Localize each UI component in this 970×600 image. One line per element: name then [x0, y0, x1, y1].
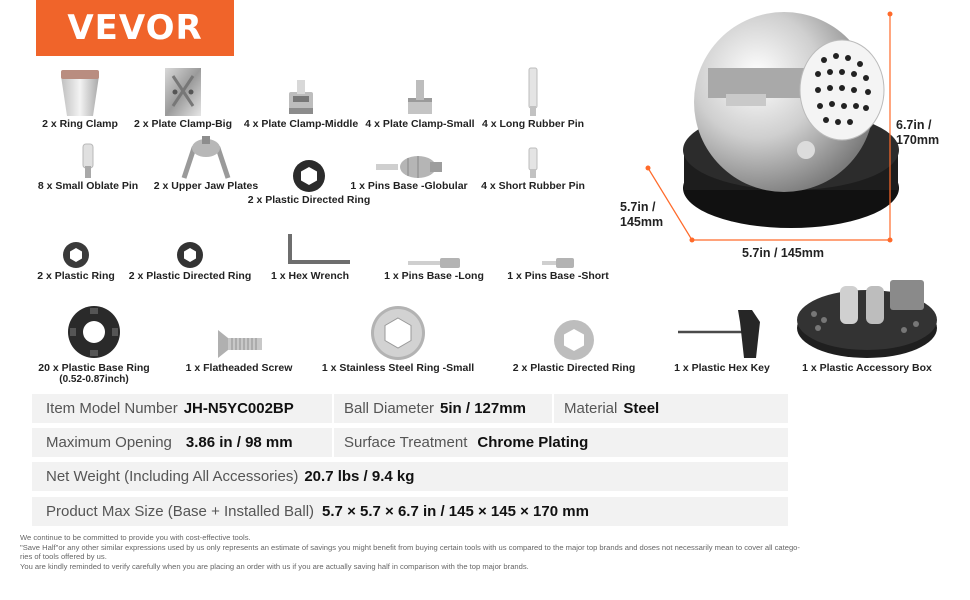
part-plastic-directed-ring-3 [508, 298, 640, 374]
plate-clamp-middle-icon [285, 78, 317, 118]
stainless-steel-ring-icon [369, 304, 427, 362]
disclaimer-line: You are kindly reminded to verify carefully when you are placing an order with us if you are actually saving half in comparison with the top major brands. [20, 561, 529, 571]
pins-base-globular-icon [374, 154, 444, 180]
part-plastic-hex-key [664, 298, 780, 374]
ring-clamp-icon [55, 66, 105, 118]
part-label: 2 x Upper Jaw Plates [153, 180, 259, 192]
spec-value: 5in / 127mm [440, 400, 526, 417]
part-plastic-directed-ring-2 [126, 232, 254, 282]
spec-value: Chrome Plating [477, 434, 589, 451]
spec-value: Steel [623, 400, 660, 417]
upper-jaw-plates-icon [176, 134, 236, 180]
height-dimension-line2: 170mm [896, 133, 940, 147]
plastic-directed-ring-icon [552, 318, 596, 362]
plastic-directed-ring-icon [175, 240, 205, 270]
part-label: 4 x Plate Clamp-Small [365, 118, 475, 130]
width-dimension: 5.7in / 145mm [742, 246, 824, 260]
part-plate-clamp-small [362, 62, 478, 130]
part-label: 4 x Short Rubber Pin [481, 180, 585, 192]
part-label: 1 x Pins Base -Short [507, 270, 609, 282]
disclaimer-line: We continue to be committed to provide you with cost-effective tools. [20, 533, 251, 542]
spec-label: Item Model Number [46, 400, 178, 417]
spec-label: Surface Treatment [344, 434, 468, 451]
plastic-base-ring-icon [65, 302, 123, 362]
small-oblate-pin-icon [80, 142, 96, 180]
part-label: 2 x Plastic Directed Ring [247, 194, 371, 206]
spec-material [554, 394, 788, 423]
spec-maximum-opening [32, 428, 332, 457]
flatheaded-screw-icon [214, 326, 264, 362]
part-plastic-accessory-box [794, 266, 940, 374]
plate-clamp-big-icon [163, 66, 203, 118]
part-stainless-steel-ring [318, 298, 478, 374]
long-rubber-pin-icon [525, 66, 541, 118]
part-label: 1 x Pins Base -Globular [350, 180, 468, 192]
disclaimer-line: ries of tools offered by us. [20, 552, 107, 562]
part-label: 2 x Plate Clamp-Big [133, 118, 233, 130]
disclaimer-line: "Save Half"or any other similar expressions used by us only represents an estimate of savings you might benefit from buying certain tools with us compared to the major top brands and doses not necessarily mean to cover all catego- [20, 542, 800, 552]
vevor-logo [36, 0, 234, 56]
part-small-oblate-pin [30, 138, 146, 192]
part-label: 2 x Plastic Directed Ring [512, 362, 636, 374]
part-label: 4 x Long Rubber Pin [481, 118, 585, 130]
short-rubber-pin-icon [526, 146, 540, 180]
spec-value: 20.7 lbs / 9.4 kg [304, 468, 415, 485]
depth-dimension [620, 200, 663, 230]
plastic-directed-ring-icon [290, 158, 328, 194]
part-label: 2 x Plastic Ring [37, 270, 115, 282]
logo-text: VEVOR [67, 8, 203, 48]
spec-label: Maximum Opening [46, 434, 172, 451]
part-pins-base-short [500, 232, 616, 282]
part-label: 1 x Stainless Steel Ring -Small [321, 362, 475, 374]
part-label: 1 x Pins Base -Long [384, 270, 484, 282]
part-label: 20 x Plastic Base Ring [38, 362, 150, 374]
depth-dimension-line2: 145mm [620, 215, 664, 229]
part-ring-clamp [30, 62, 130, 130]
spec-product-max-size [32, 497, 788, 526]
part-label: 2 x Plastic Directed Ring [128, 270, 252, 282]
part-label: 2 x Ring Clamp [42, 118, 118, 130]
pins-base-short-icon [540, 256, 576, 270]
part-label: 1 x Plastic Hex Key [674, 362, 770, 374]
part-long-rubber-pin [478, 62, 588, 130]
spec-value: JH-N5YC002BP [183, 400, 294, 417]
spec-label: Ball Diameter [344, 400, 435, 417]
plastic-accessory-box-icon [794, 270, 940, 362]
part-label: 1 x Hex Wrench [270, 270, 349, 282]
part-label: 8 x Small Oblate Pin [37, 180, 139, 192]
pins-base-long-icon [406, 256, 462, 270]
part-hex-wrench [252, 222, 368, 282]
spec-surface-treatment [334, 428, 788, 457]
height-dimension [896, 118, 939, 148]
hex-wrench-icon [268, 230, 352, 270]
part-plastic-ring [26, 232, 126, 282]
plastic-hex-key-icon [676, 304, 768, 362]
height-dimension-line1: 6.7in / [896, 118, 932, 132]
part-plate-clamp-big [128, 62, 238, 130]
part-pins-base-globular [348, 140, 470, 192]
depth-dimension-line1: 5.7in / [620, 200, 656, 214]
spec-model [32, 394, 332, 423]
part-pins-base-long [376, 232, 492, 282]
spec-ball-diameter [334, 394, 552, 423]
plastic-ring-icon [61, 240, 91, 270]
spec-value: 3.86 in / 98 mm [185, 434, 293, 451]
spec-label: Material [564, 400, 618, 417]
part-short-rubber-pin [478, 138, 588, 192]
spec-value: 5.7 × 5.7 × 6.7 in / 145 × 145 × 170 mm [322, 503, 589, 520]
part-label: 1 x Flatheaded Screw [185, 362, 293, 374]
spec-net-weight [32, 462, 788, 491]
disclaimer [20, 533, 950, 571]
part-plastic-base-ring [30, 298, 158, 385]
part-plate-clamp-middle [240, 62, 362, 130]
spec-label: Net Weight (Including All Accessories) [46, 468, 299, 485]
plate-clamp-small-icon [405, 78, 435, 118]
spec-label: Product Max Size (Base + Installed Ball) [46, 503, 315, 520]
part-sublabel: (0.52-0.87inch) [59, 374, 129, 385]
part-label: 1 x Plastic Accessory Box [802, 362, 932, 374]
part-label: 4 x Plate Clamp-Middle [243, 118, 359, 130]
part-flatheaded-screw [180, 298, 298, 374]
